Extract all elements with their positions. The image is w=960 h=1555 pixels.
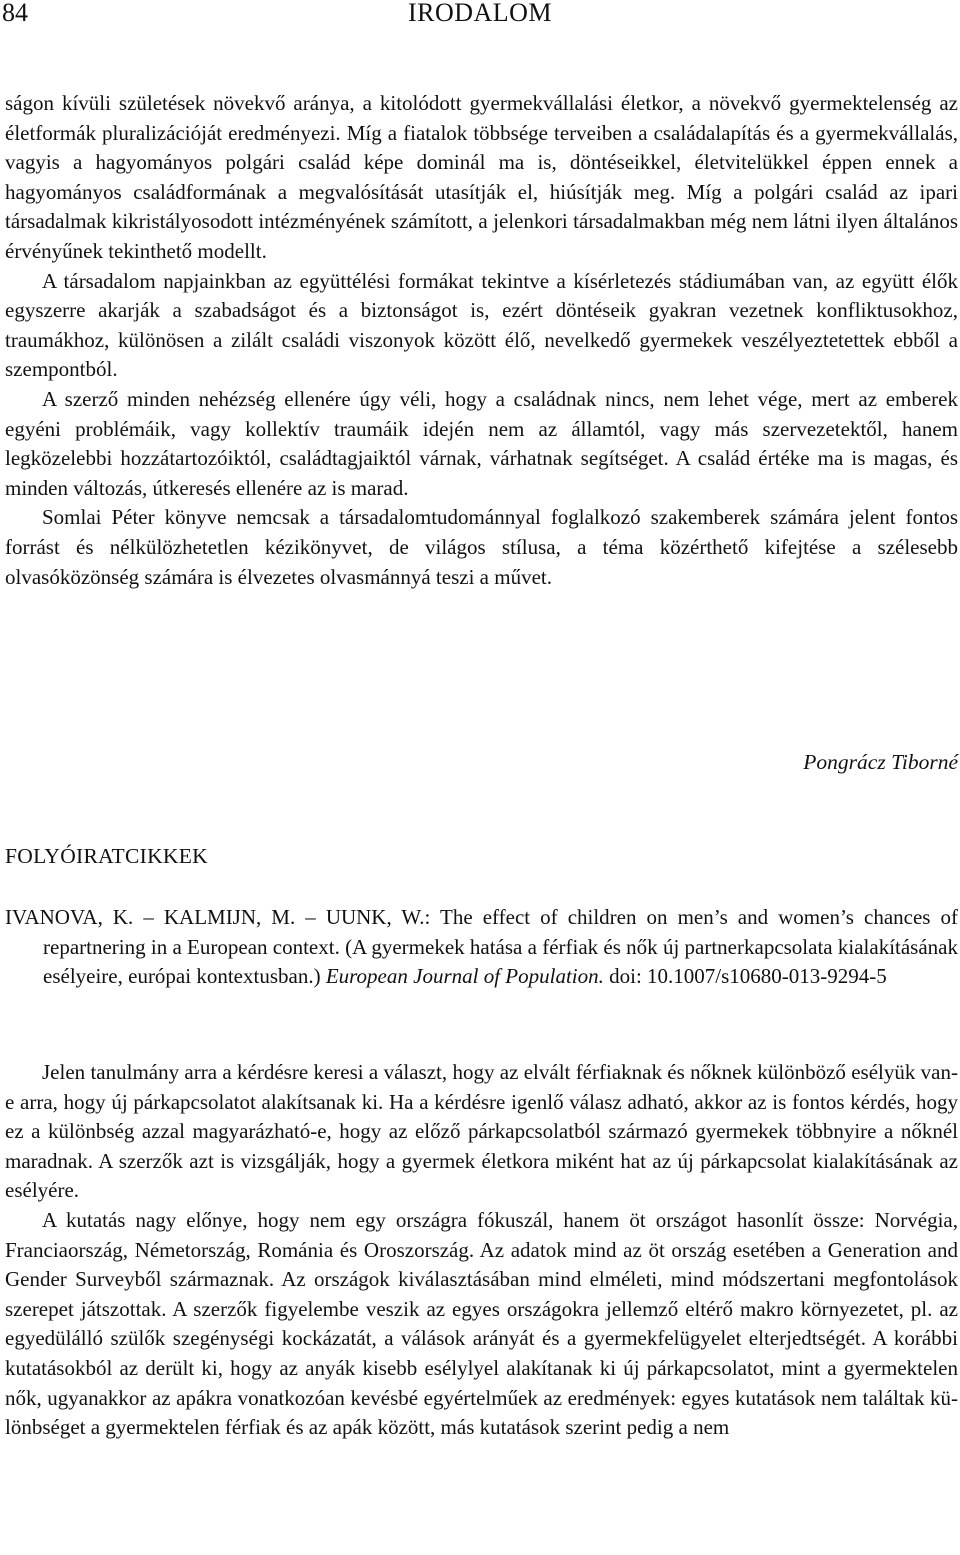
review-paragraph: A szerző minden nehézség ellenére úgy véli, hogy a családnak nincs, nem lehet vége, mert az emberek egyéni problémáik, vagy kollektív traumáik idején nem az államtól, vagy más szervezetektől, hanem legközelebbi hozzátartozóiktól, családtagjaiktól várnak, várhatnak segítséget. A család értéke ma is magas, és minden változás, útkeresés ellenére az is marad. <box>5 386 958 500</box>
summary-text <box>5 1058 958 1443</box>
review-signature: Pongrácz Tiborné <box>803 750 958 774</box>
reference-citation: IVANOVA, K. – KALMIJN, M. – UUNK, W.: The effect of children on men’s and women’s chances of repartnering in a European context. (A gyermekek hatása a férfiak és nők új partnerkapcsolata kialakításának esélyeire, európai kontextusban.) <box>5 905 958 989</box>
review-paragraph: A társadalom napjainkban az együttélési formákat tekintve a kísérletezés stádiumában van, az együtt élők egyszerre akarják a szabadságot és a biztonságot is, ezért döntéseik gyakran vezetnek konfliktusokhoz, traumákhoz, különösen a zilált családi viszonyok között élő, nevelkedő gyermekek veszélyeztetettek ebből a szempontból. <box>5 268 958 382</box>
reference-doi: doi: 10.1007/s10680-013-9294-5 <box>603 964 887 989</box>
reference-journal: European Journal of Population. <box>325 964 604 989</box>
review-paragraph: ságon kívüli születések növekvő aránya, a kitolódott gyermekvállalási életkor, a növekvő gyermektelenség az életformák pluralizációját eredményezi. Míg a fiatalok többsége terveiben a családalapítás és a gyermekvállalás, vagyis a hagyományos polgári család képe dominál ma is, döntéseikkel, életvitelükkel éppen ennek a hagyományos családformának a megvalósítását utasítják el, hiúsítják meg. Míg a polgári család az ipari társadalmak kikristályosodott intézményének számított, a jelenkori társadalmakban még nem látni ilyen általános érvényűnek tekinthető modellt. <box>5 91 958 263</box>
review-paragraph: Somlai Péter könyve nemcsak a társadalomtudománnyal foglalkozó szakemberek számára jelent fontos forrást és nélkülözhetetlen kézikönyvet, de világos stílusa, a téma közérthető kifejtése a szélesebb olvasóközönség számára is élvezetes olvasmánnyá teszi a művet. <box>5 505 958 589</box>
article-reference <box>5 903 958 992</box>
review-text <box>5 89 958 592</box>
running-head: IRODALOM <box>407 0 553 27</box>
summary-paragraph: A kutatás nagy előnye, hogy nem egy országra fókuszál, hanem öt országot hasonlít össze: Norvégia, Franciaország, Németország, Románia és Oroszország. Az adatok mind az öt ország esetében a Generation and Gender Surveyből származnak. Az országok kiválasztásában mind elméleti, mind módszertani megfontolások szerepet játszottak. A szerzők figyelembe veszik az egyes országokra jellemző eltérő makro környezetet, pl. az egyedülálló szülők szegénységi kockázatát, a válások arányát és a gyermekfelügyelet elterjedtségét. A korábbi kutatásokból az derült ki, hogy az anyák kisebb esélylyel alakítanak ki új párkapcsolatot, mint a gyermektelen nők, ugyanakkor az apákra vonatkozóan kevésbé egyértelműek az eredmények: egyes kutatások nem találtak különbséget a gyermektelen férfiak és az apák között, más kutatások szerint pedig a nem <box>5 1207 958 1440</box>
page-number: 84 <box>2 0 28 27</box>
page-header <box>0 0 960 38</box>
section-heading: FOLYÓIRATCIKKEK <box>5 844 209 868</box>
summary-paragraph: Jelen tanulmány arra a kérdésre keresi a választ, hogy az elvált férfiaknak és nőknek különböző esélyük van-e arra, hogy új párkapcsolatot alakítsanak ki. Ha a kérdésre igenlő válasz adható, akkor az is fontos kérdés, hogy ez a különbség azzal magyarázható-e, hogy az előző párkapcsolatból származó gyermekek többnyire a nőknél maradnak. A szerzők azt is vizsgálják, hogy a gyermek életkora miként hat az új párkapcsolat kialakításának az esélyére. <box>5 1060 958 1203</box>
